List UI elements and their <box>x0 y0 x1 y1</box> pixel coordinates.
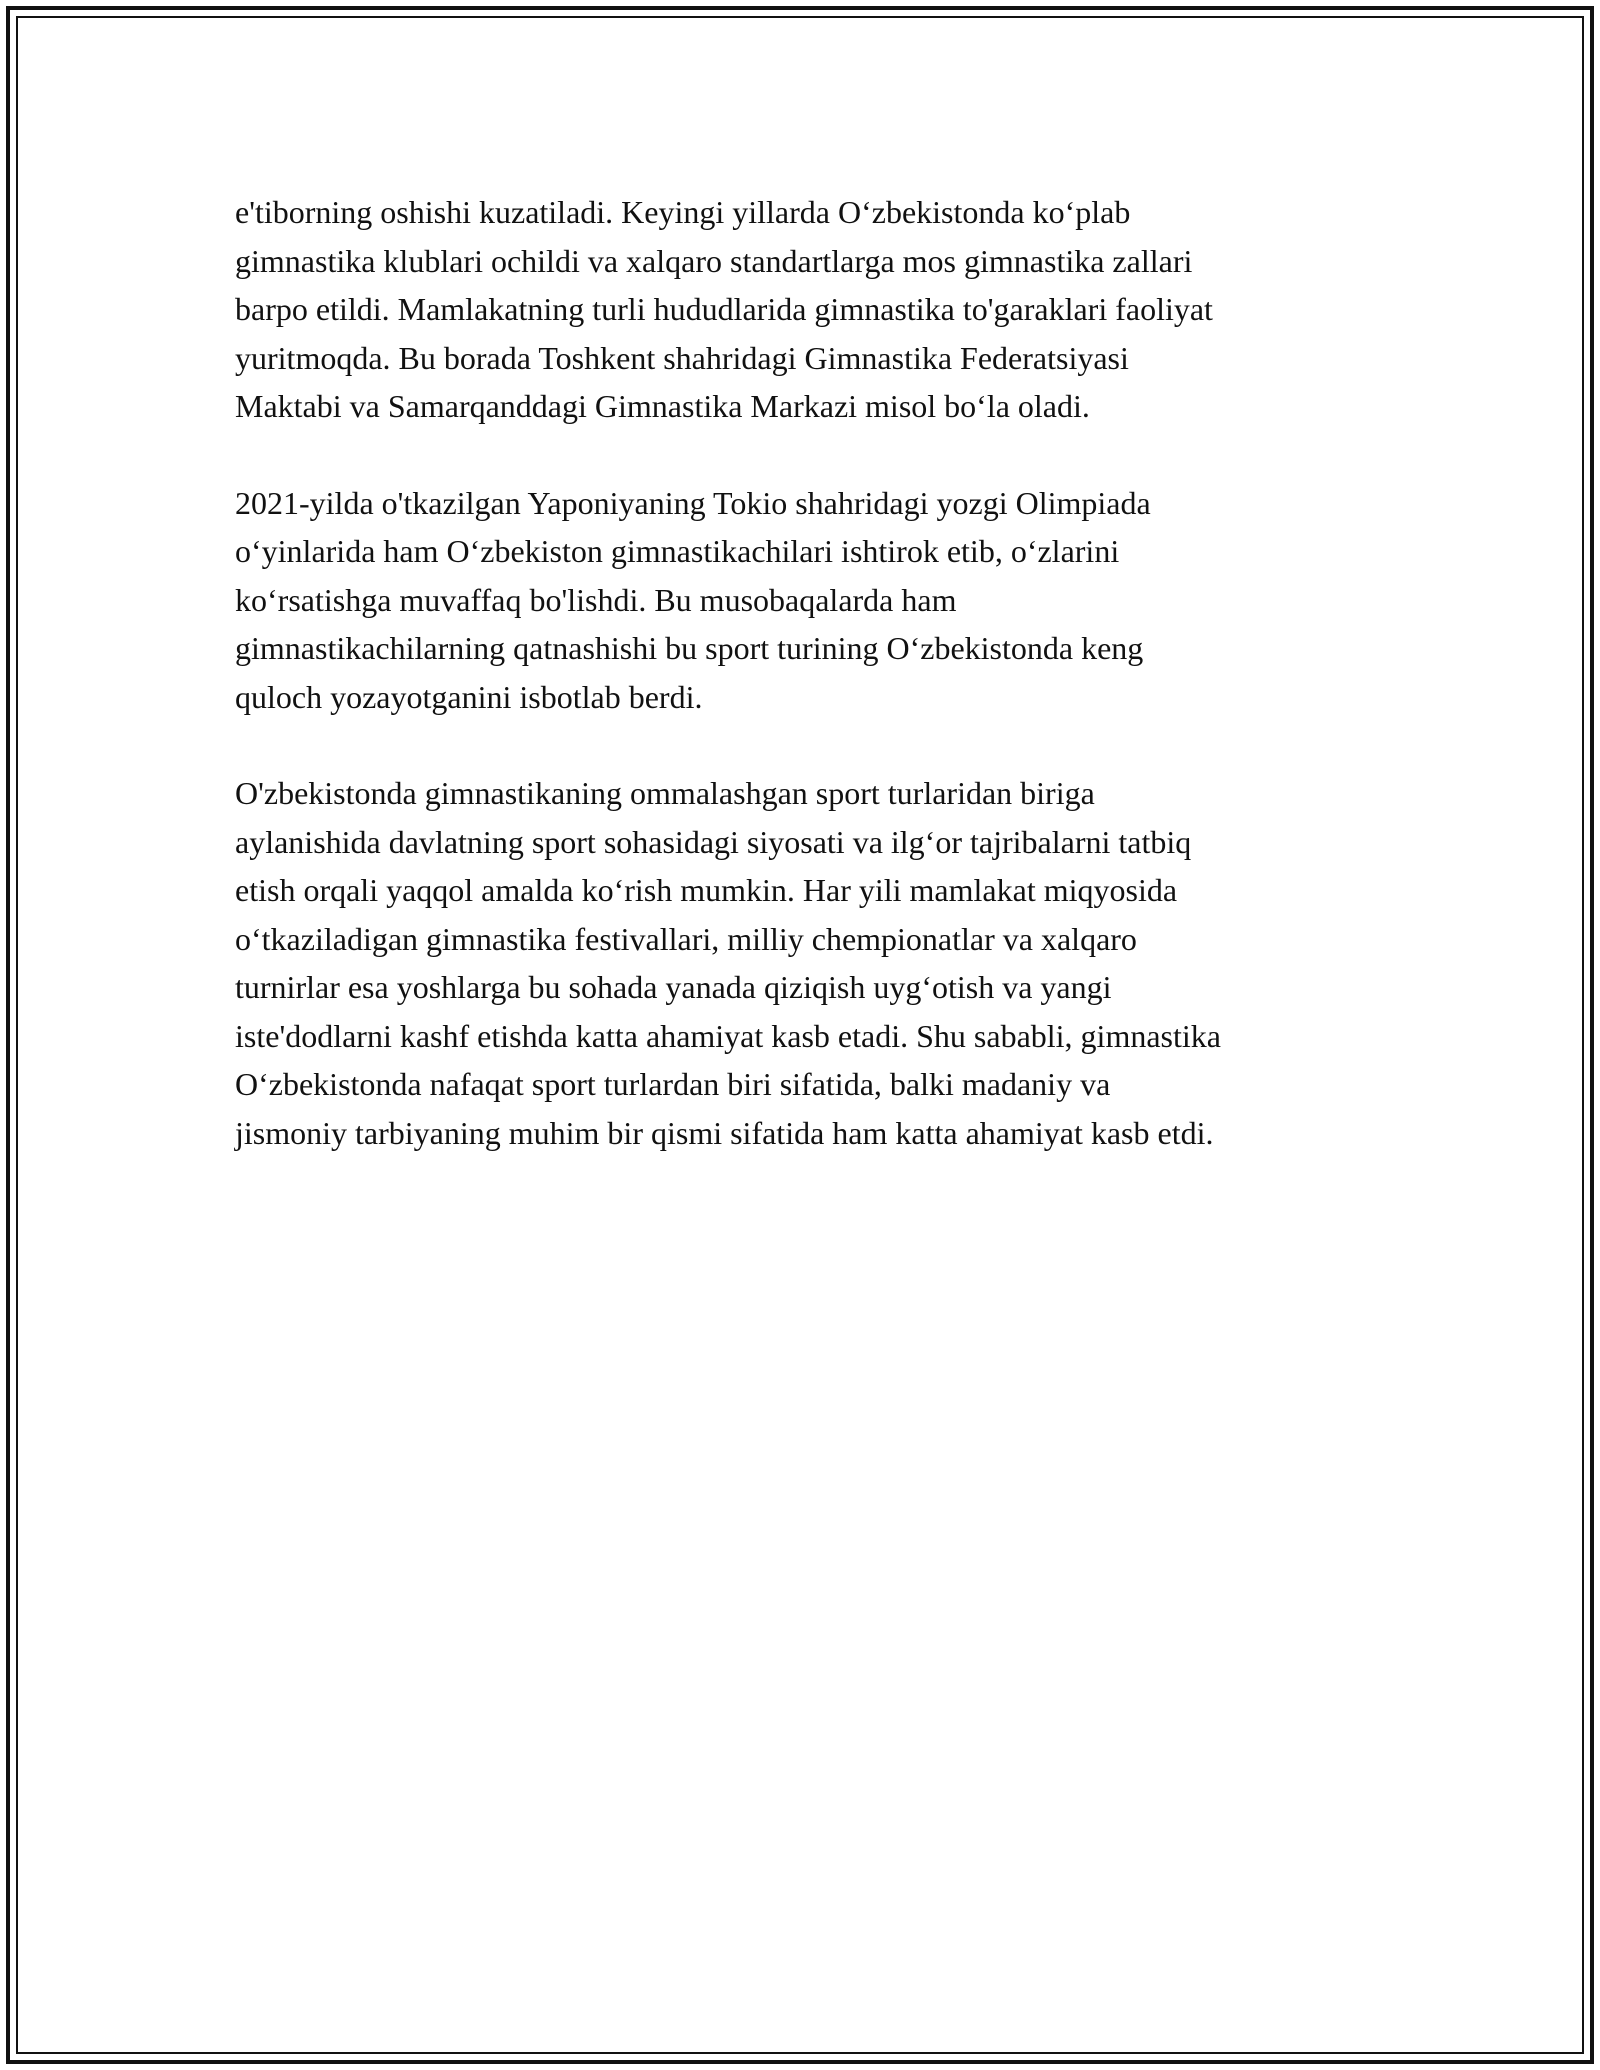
text-line: barpo etildi. Mamlakatning turli hududlarida gimnastika to'garaklari faoliyat <box>235 291 1213 327</box>
text-line: yuritmoqda. Bu borada Toshkent shahridagi Gimnastika Federatsiyasi <box>235 339 1129 376</box>
text-line: O‘zbekistonda nafaqat sport turlardan biri sifatida, balki madaniy va <box>235 1066 1111 1102</box>
text-line: iste'dodlarni kashf etishda katta ahamiyat kasb etadi. Shu sababli, gimnastika <box>235 1017 1221 1054</box>
paragraph-1 <box>235 188 1375 431</box>
text-line: aylanishida davlatning sport sohasidagi siyosati va ilg‘or tajribalarni tatbiq <box>235 823 1192 860</box>
text-line: ko‘rsatishga muvaffaq bo'lishdi. Bu musobaqalarda ham <box>235 581 957 618</box>
paragraph-2 <box>235 479 1375 722</box>
text-line: etish orqali yaqqol amalda ko‘rish mumkin. Har yili mamlakat miqyosida <box>235 872 1178 908</box>
text-line: gimnastika klublari ochildi va xalqaro standartlarga mos gimnastika zallari <box>235 242 1193 279</box>
text-line: O'zbekistonda gimnastikaning ommalashgan sport turlaridan biriga <box>235 775 1095 811</box>
document-body <box>235 188 1375 1205</box>
paragraph-3 <box>235 769 1375 1157</box>
text-line: gimnastikachilarning qatnashishi bu sport turining O‘zbekistonda keng <box>235 630 1144 666</box>
text-line: o‘tkaziladigan gimnastika festivallari, milliy chempionatlar va xalqaro <box>235 920 1137 957</box>
text-line: quloch yozayotganini isbotlab berdi. <box>235 678 703 715</box>
text-line: jismoniy tarbiyaning muhim bir qismi sifatida ham katta ahamiyat kasb etdi. <box>235 1114 1214 1151</box>
text-line: Maktabi va Samarqanddagi Gimnastika Markazi misol bo‘la oladi. <box>235 388 1090 424</box>
text-line: turnirlar esa yoshlarga bu sohada yanada qiziqish uyg‘otish va yangi <box>235 969 1112 1005</box>
text-line: 2021-yilda o'tkazilgan Yaponiyaning Tokio shahridagi yozgi Olimpiada <box>235 484 1151 521</box>
text-line: o‘yinlarida ham O‘zbekiston gimnastikachilari ishtirok etib, o‘zlarini <box>235 533 1120 569</box>
text-line: e'tiborning oshishi kuzatiladi. Keyingi yillarda O‘zbekistonda ko‘plab <box>235 194 1131 230</box>
